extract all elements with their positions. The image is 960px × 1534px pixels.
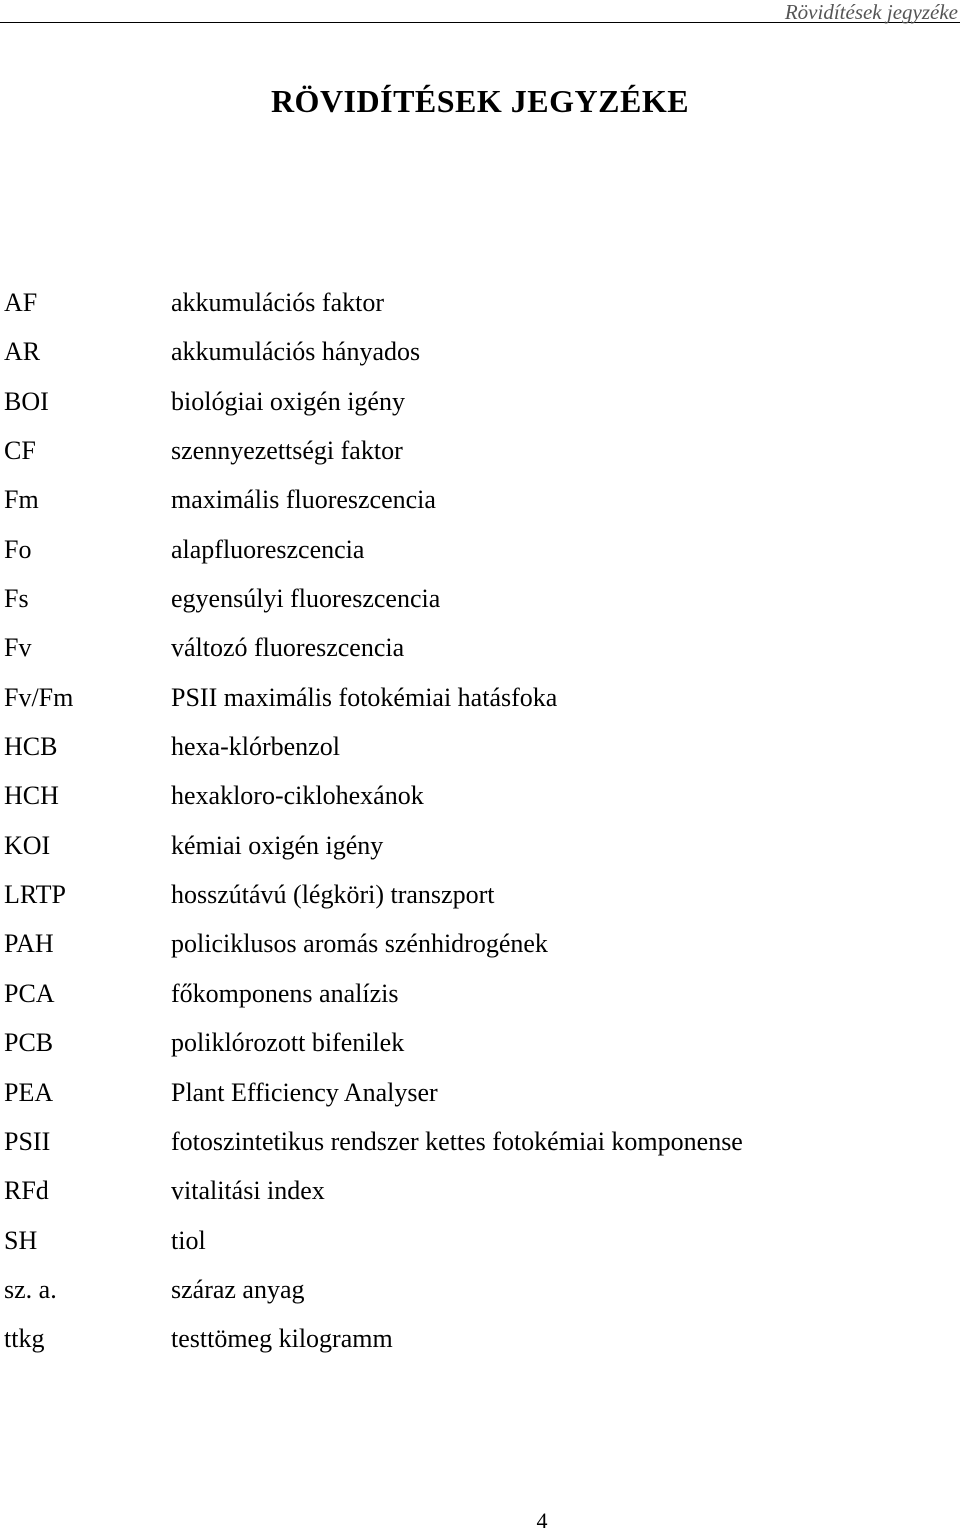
abbreviation-term: LRTP bbox=[4, 880, 67, 910]
abbreviation-row bbox=[0, 1175, 960, 1224]
abbreviation-term: PEA bbox=[4, 1077, 54, 1107]
abbreviation-definition: vitalitási index bbox=[171, 1176, 325, 1206]
abbreviation-term: HCH bbox=[4, 781, 59, 811]
abbreviation-row bbox=[0, 287, 960, 336]
abbreviation-definition: testtömeg kilogramm bbox=[171, 1324, 393, 1354]
abbreviation-term: PSII bbox=[4, 1126, 51, 1156]
running-header-title: Rövidítések jegyzéke bbox=[784, 0, 958, 24]
abbreviation-row bbox=[0, 879, 960, 928]
abbreviation-row bbox=[0, 1274, 960, 1323]
abbreviation-term: RFd bbox=[4, 1176, 49, 1206]
abbreviation-row bbox=[0, 731, 960, 780]
abbreviation-term: Fv bbox=[4, 633, 32, 663]
abbreviation-row bbox=[0, 830, 960, 879]
abbreviation-term: PAH bbox=[4, 929, 54, 959]
abbreviation-definition: szennyezettségi faktor bbox=[171, 436, 403, 466]
abbreviation-definition: biológiai oxigén igény bbox=[171, 386, 405, 416]
page-number: 4 bbox=[536, 1508, 548, 1533]
abbreviation-definition: maximális fluoreszcencia bbox=[171, 485, 436, 515]
abbreviation-row bbox=[0, 928, 960, 977]
abbreviation-definition: poliklórozott bifenilek bbox=[171, 1028, 405, 1058]
abbreviation-definition: hosszútávú (légköri) transzport bbox=[171, 880, 495, 910]
abbreviation-term: SH bbox=[4, 1225, 38, 1255]
abbreviation-definition: akkumulációs hányados bbox=[171, 337, 421, 367]
page-title: RÖVIDÍTÉSEK JEGYZÉKE bbox=[270, 83, 690, 119]
abbreviation-definition: száraz anyag bbox=[171, 1274, 305, 1304]
abbreviation-row bbox=[0, 534, 960, 583]
abbreviation-term: ttkg bbox=[4, 1324, 45, 1354]
abbreviation-term: PCA bbox=[4, 978, 55, 1008]
abbreviation-row bbox=[0, 336, 960, 385]
abbreviation-row bbox=[0, 1323, 960, 1372]
abbreviation-term: AF bbox=[4, 288, 38, 317]
abbreviation-term: HCB bbox=[4, 732, 58, 762]
running-header bbox=[0, 0, 960, 23]
abbreviation-row bbox=[0, 1225, 960, 1274]
abbreviation-definition: főkomponens analízis bbox=[171, 978, 399, 1008]
abbreviation-definition: tiol bbox=[171, 1225, 206, 1255]
abbreviation-row bbox=[0, 386, 960, 435]
abbreviation-definition: kémiai oxigén igény bbox=[171, 830, 384, 860]
abbreviation-row bbox=[0, 1126, 960, 1175]
abbreviation-definition: akkumulációs faktor bbox=[171, 288, 384, 317]
abbreviation-row bbox=[0, 780, 960, 829]
abbreviation-row bbox=[0, 632, 960, 681]
abbreviation-term: sz. a. bbox=[4, 1274, 57, 1304]
abbreviation-definition: Plant Efficiency Analyser bbox=[171, 1077, 438, 1107]
abbreviation-term: AR bbox=[4, 337, 41, 367]
abbreviation-term: KOI bbox=[4, 830, 51, 860]
abbreviation-list bbox=[0, 287, 960, 1373]
abbreviation-definition: hexa-klórbenzol bbox=[171, 732, 340, 762]
abbreviation-row bbox=[0, 484, 960, 533]
abbreviation-definition: változó fluoreszcencia bbox=[171, 633, 405, 663]
abbreviation-definition: alapfluoreszcencia bbox=[171, 534, 365, 564]
abbreviation-row bbox=[0, 1027, 960, 1076]
abbreviation-row bbox=[0, 1077, 960, 1126]
abbreviation-term: BOI bbox=[4, 386, 49, 416]
abbreviation-term: Fm bbox=[4, 485, 39, 515]
abbreviation-term: PCB bbox=[4, 1028, 54, 1058]
abbreviation-definition: hexakloro-ciklohexánok bbox=[171, 781, 424, 811]
abbreviation-definition: policiklusos aromás szénhidrogének bbox=[171, 929, 548, 959]
abbreviation-term: Fv/Fm bbox=[4, 682, 74, 712]
abbreviation-term: CF bbox=[4, 436, 36, 466]
abbreviation-definition: fotoszintetikus rendszer kettes fotokémiai komponense bbox=[171, 1126, 743, 1156]
abbreviation-term: Fo bbox=[4, 534, 32, 564]
abbreviation-row bbox=[0, 583, 960, 632]
abbreviation-row bbox=[0, 978, 960, 1027]
abbreviation-definition: PSII maximális fotokémiai hatásfoka bbox=[171, 682, 558, 712]
abbreviation-row bbox=[0, 682, 960, 731]
abbreviation-term: Fs bbox=[4, 584, 29, 614]
abbreviation-definition: egyensúlyi fluoreszcencia bbox=[171, 584, 441, 614]
abbreviation-row bbox=[0, 435, 960, 484]
